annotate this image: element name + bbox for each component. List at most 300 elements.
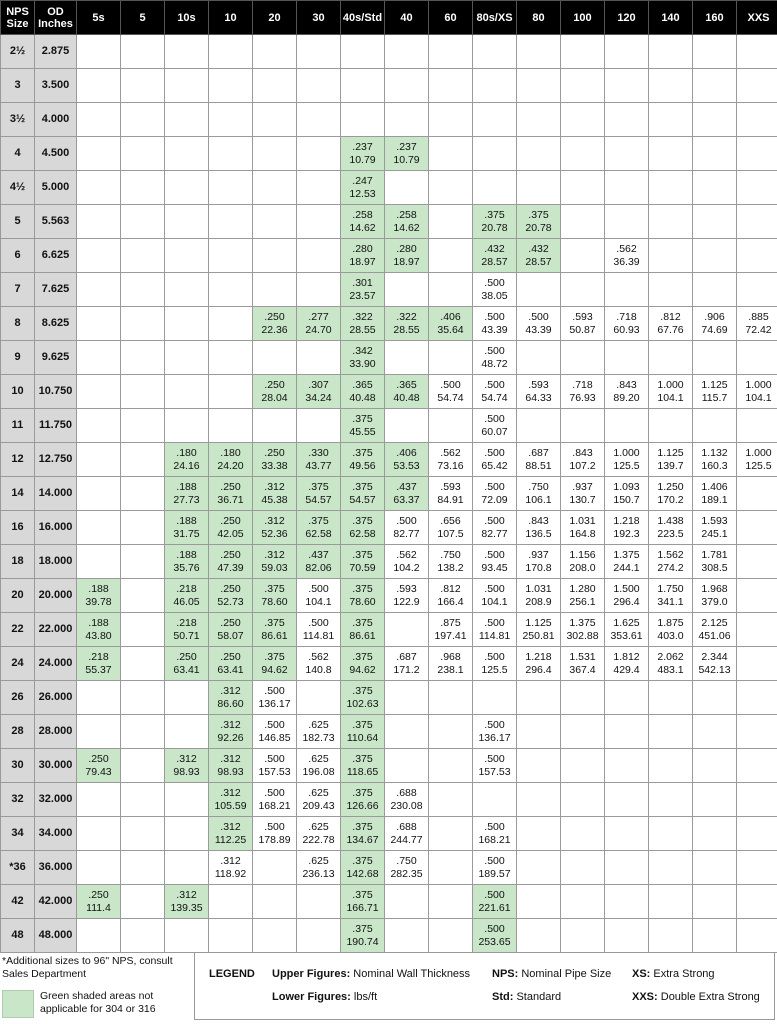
schedule-cell (473, 137, 517, 171)
weight-lbs-ft: 160.3 (701, 459, 728, 472)
weight-lbs-ft: 197.41 (434, 629, 467, 642)
schedule-cell (297, 647, 341, 681)
wall-thickness: .312 (264, 548, 285, 561)
weight-lbs-ft: 10.79 (349, 153, 376, 166)
schedule-cell (165, 443, 209, 477)
schedule-cell (77, 137, 121, 171)
schedule-cell (429, 239, 473, 273)
wall-thickness: .250 (88, 752, 109, 765)
weight-lbs-ft: 209.43 (302, 799, 335, 812)
weight-lbs-ft: 139.35 (170, 901, 203, 914)
schedule-cell (693, 579, 737, 613)
schedule-cell (121, 749, 165, 783)
schedule-cell (517, 579, 561, 613)
schedule-cell (297, 409, 341, 443)
schedule-cell (737, 749, 777, 783)
footnote: *Additional sizes to 96" NPS, consult Sales Department (2, 955, 173, 980)
schedule-cell (649, 647, 693, 681)
weight-lbs-ft: 62.58 (349, 527, 376, 540)
schedule-cell (605, 103, 649, 137)
wall-thickness: .188 (88, 616, 109, 629)
weight-lbs-ft: 31.75 (173, 527, 200, 540)
schedule-cell (473, 919, 517, 953)
weight-lbs-ft: 54.74 (481, 391, 508, 404)
schedule-cell (605, 273, 649, 307)
legend-lower: Lower Figures: lbs/ft (272, 991, 378, 1003)
schedule-cell (737, 443, 777, 477)
wall-thickness: .656 (440, 514, 461, 527)
schedule-cell (209, 409, 253, 443)
wall-thickness: .375 (352, 854, 373, 867)
table-row (1, 851, 777, 885)
weight-lbs-ft: 35.64 (437, 323, 464, 336)
nps-size-cell: 14 (1, 477, 35, 511)
wall-thickness: .312 (220, 718, 241, 731)
schedule-cell (693, 783, 737, 817)
schedule-cell (253, 443, 297, 477)
weight-lbs-ft: 253.65 (478, 935, 511, 948)
schedule-cell (561, 307, 605, 341)
schedule-cell (385, 783, 429, 817)
schedule-cell (561, 409, 605, 443)
schedule-cell (517, 409, 561, 443)
column-header: 30 (297, 1, 341, 35)
schedule-cell (121, 171, 165, 205)
wall-thickness: .258 (396, 208, 417, 221)
weight-lbs-ft: 189.57 (478, 867, 511, 880)
schedule-cell (649, 103, 693, 137)
weight-lbs-ft: 47.39 (217, 561, 244, 574)
schedule-cell (649, 885, 693, 919)
schedule-cell (473, 579, 517, 613)
schedule-cell (649, 851, 693, 885)
schedule-cell (209, 137, 253, 171)
weight-lbs-ft: 146.85 (258, 731, 291, 744)
schedule-cell (473, 885, 517, 919)
schedule-cell (737, 851, 777, 885)
wall-thickness: .885 (748, 310, 769, 323)
schedule-cell (297, 885, 341, 919)
schedule-cell (297, 307, 341, 341)
schedule-cell (473, 273, 517, 307)
legend-std: Std: Standard (492, 991, 562, 1003)
schedule-cell (341, 409, 385, 443)
weight-lbs-ft: 221.61 (478, 901, 511, 914)
wall-thickness: 1.500 (613, 582, 640, 595)
weight-lbs-ft: 67.76 (657, 323, 684, 336)
schedule-cell (77, 613, 121, 647)
od-cell: 14.000 (35, 477, 77, 511)
weight-lbs-ft: 189.1 (701, 493, 728, 506)
weight-lbs-ft: 33.90 (349, 357, 376, 370)
weight-lbs-ft: 126.66 (346, 799, 379, 812)
weight-lbs-ft: 296.4 (525, 663, 552, 676)
schedule-cell (77, 851, 121, 885)
weight-lbs-ft: 208.0 (569, 561, 596, 574)
schedule-cell (209, 851, 253, 885)
schedule-cell (649, 579, 693, 613)
weight-lbs-ft: 136.5 (525, 527, 552, 540)
column-header: 20 (253, 1, 297, 35)
schedule-cell (517, 647, 561, 681)
wall-thickness: .365 (396, 378, 417, 391)
wall-thickness: 1.031 (525, 582, 552, 595)
schedule-cell (517, 545, 561, 579)
schedule-cell (253, 851, 297, 885)
schedule-cell (561, 885, 605, 919)
schedule-cell (77, 477, 121, 511)
schedule-cell (605, 783, 649, 817)
schedule-cell (253, 69, 297, 103)
wall-thickness: 1.406 (701, 480, 728, 493)
wall-thickness: 1.562 (657, 548, 684, 561)
wall-thickness: .237 (396, 140, 417, 153)
schedule-cell (473, 409, 517, 443)
nps-size-cell: *36 (1, 851, 35, 885)
schedule-cell (253, 273, 297, 307)
wall-thickness: .437 (396, 480, 417, 493)
column-header: 10s (165, 1, 209, 35)
wall-thickness: .375 (308, 514, 329, 527)
weight-lbs-ft: 170.8 (525, 561, 552, 574)
weight-lbs-ft: 115.7 (701, 391, 728, 404)
schedule-cell (385, 239, 429, 273)
schedule-cell (341, 681, 385, 715)
schedule-cell (517, 171, 561, 205)
wall-thickness: .375 (264, 616, 285, 629)
schedule-cell (473, 681, 517, 715)
schedule-cell (165, 409, 209, 443)
wall-thickness: 1.218 (613, 514, 640, 527)
wall-thickness: .375 (352, 480, 373, 493)
schedule-cell (429, 477, 473, 511)
wall-thickness: .375 (264, 582, 285, 595)
schedule-cell (649, 783, 693, 817)
weight-lbs-ft: 150.7 (613, 493, 640, 506)
schedule-cell (517, 749, 561, 783)
schedule-cell (209, 749, 253, 783)
schedule-cell (473, 817, 517, 851)
weight-lbs-ft: 55.37 (85, 663, 112, 676)
schedule-cell (693, 545, 737, 579)
schedule-cell (165, 239, 209, 273)
schedule-cell (693, 817, 737, 851)
schedule-cell (121, 409, 165, 443)
schedule-cell (517, 885, 561, 919)
schedule-cell (165, 749, 209, 783)
schedule-cell (385, 273, 429, 307)
table-row (1, 511, 777, 545)
schedule-cell (473, 171, 517, 205)
schedule-cell (209, 477, 253, 511)
schedule-cell (297, 817, 341, 851)
schedule-cell (737, 511, 777, 545)
schedule-cell (253, 477, 297, 511)
weight-lbs-ft: 282.35 (390, 867, 423, 880)
nps-size-cell: 9 (1, 341, 35, 375)
table-row (1, 341, 777, 375)
schedule-cell (429, 851, 473, 885)
wall-thickness: 1.093 (613, 480, 640, 493)
schedule-cell (429, 749, 473, 783)
schedule-cell (693, 137, 737, 171)
weight-lbs-ft: 43.77 (305, 459, 332, 472)
schedule-cell (429, 545, 473, 579)
wall-thickness: .500 (308, 616, 329, 629)
wall-thickness: .312 (220, 786, 241, 799)
wall-thickness: .280 (396, 242, 417, 255)
schedule-cell (385, 341, 429, 375)
schedule-cell (605, 409, 649, 443)
weight-lbs-ft: 72.42 (745, 323, 772, 336)
schedule-cell (297, 341, 341, 375)
table-row (1, 69, 777, 103)
weight-lbs-ft: 196.08 (302, 765, 335, 778)
weight-lbs-ft: 222.78 (302, 833, 335, 846)
weight-lbs-ft: 157.53 (258, 765, 291, 778)
nps-size-cell: 12 (1, 443, 35, 477)
schedule-cell (77, 35, 121, 69)
wall-thickness: .688 (396, 820, 417, 833)
schedule-cell (121, 817, 165, 851)
wall-thickness: 1.531 (569, 650, 596, 663)
wall-thickness: .250 (176, 650, 197, 663)
weight-lbs-ft: 104.1 (745, 391, 772, 404)
wall-thickness: .843 (572, 446, 593, 459)
nps-size-cell: 7 (1, 273, 35, 307)
wall-thickness: .375 (352, 548, 373, 561)
schedule-cell (77, 511, 121, 545)
weight-lbs-ft: 45.38 (261, 493, 288, 506)
nps-size-cell: 11 (1, 409, 35, 443)
wall-thickness: .750 (528, 480, 549, 493)
weight-lbs-ft: 138.2 (437, 561, 464, 574)
schedule-cell (649, 749, 693, 783)
schedule-cell (561, 783, 605, 817)
schedule-cell (429, 409, 473, 443)
weight-lbs-ft: 125.5 (481, 663, 508, 676)
table-row (1, 409, 777, 443)
schedule-cell (297, 511, 341, 545)
schedule-cell (737, 579, 777, 613)
schedule-cell (649, 409, 693, 443)
schedule-cell (649, 239, 693, 273)
schedule-cell (121, 647, 165, 681)
weight-lbs-ft: 182.73 (302, 731, 335, 744)
schedule-cell (253, 341, 297, 375)
schedule-cell (77, 885, 121, 919)
schedule-cell (693, 749, 737, 783)
wall-thickness: .843 (616, 378, 637, 391)
wall-thickness: .718 (572, 378, 593, 391)
schedule-cell (121, 443, 165, 477)
schedule-cell (561, 443, 605, 477)
weight-lbs-ft: 48.72 (481, 357, 508, 370)
nps-size-cell: 20 (1, 579, 35, 613)
schedule-cell (297, 613, 341, 647)
weight-lbs-ft: 45.55 (349, 425, 376, 438)
weight-lbs-ft: 157.53 (478, 765, 511, 778)
table-row (1, 885, 777, 919)
wall-thickness: .312 (176, 752, 197, 765)
weight-lbs-ft: 104.2 (393, 561, 420, 574)
schedule-cell (209, 239, 253, 273)
schedule-cell (561, 919, 605, 953)
schedule-cell (429, 273, 473, 307)
schedule-cell (341, 307, 385, 341)
weight-lbs-ft: 22.36 (261, 323, 288, 336)
schedule-cell (341, 545, 385, 579)
schedule-cell (429, 35, 473, 69)
nps-size-cell: 42 (1, 885, 35, 919)
wall-thickness: .500 (484, 446, 505, 459)
wall-thickness: .250 (220, 650, 241, 663)
schedule-cell (693, 647, 737, 681)
schedule-cell (341, 137, 385, 171)
weight-lbs-ft: 483.1 (657, 663, 684, 676)
weight-lbs-ft: 54.57 (305, 493, 332, 506)
schedule-cell (429, 579, 473, 613)
schedule-cell (473, 477, 517, 511)
weight-lbs-ft: 89.20 (613, 391, 640, 404)
nps-size-cell: 16 (1, 511, 35, 545)
schedule-cell (121, 579, 165, 613)
nps-size-cell: 8 (1, 307, 35, 341)
schedule-cell (561, 103, 605, 137)
weight-lbs-ft: 40.48 (393, 391, 420, 404)
schedule-cell (209, 885, 253, 919)
column-header: 5 (121, 1, 165, 35)
column-header: 160 (693, 1, 737, 35)
schedule-cell (649, 545, 693, 579)
schedule-cell (297, 205, 341, 239)
weight-lbs-ft: 104.1 (305, 595, 332, 608)
weight-lbs-ft: 24.70 (305, 323, 332, 336)
wall-thickness: .500 (264, 752, 285, 765)
table-row (1, 307, 777, 341)
wall-thickness: .500 (484, 378, 505, 391)
schedule-cell (297, 273, 341, 307)
weight-lbs-ft: 78.60 (349, 595, 376, 608)
wall-thickness: .307 (308, 378, 329, 391)
schedule-cell (385, 919, 429, 953)
nps-size-cell: 3½ (1, 103, 35, 137)
nps-size-cell: 30 (1, 749, 35, 783)
schedule-cell (693, 69, 737, 103)
wall-thickness: .312 (220, 752, 241, 765)
od-cell: 34.000 (35, 817, 77, 851)
schedule-cell (605, 681, 649, 715)
schedule-cell (297, 171, 341, 205)
schedule-cell (649, 681, 693, 715)
schedule-cell (253, 715, 297, 749)
weight-lbs-ft: 112.25 (214, 833, 247, 846)
schedule-cell (77, 579, 121, 613)
od-cell: 26.000 (35, 681, 77, 715)
schedule-cell (429, 443, 473, 477)
wall-thickness: .432 (528, 242, 549, 255)
weight-lbs-ft: 166.71 (346, 901, 379, 914)
schedule-cell (77, 647, 121, 681)
wall-thickness: 1.438 (657, 514, 684, 527)
weight-lbs-ft: 98.93 (217, 765, 244, 778)
shaded-swatch (2, 990, 34, 1018)
weight-lbs-ft: 139.7 (657, 459, 684, 472)
od-cell: 16.000 (35, 511, 77, 545)
schedule-cell (297, 103, 341, 137)
wall-thickness: .237 (352, 140, 373, 153)
weight-lbs-ft: 114.81 (302, 629, 335, 642)
weight-lbs-ft: 43.80 (85, 629, 112, 642)
schedule-cell (561, 137, 605, 171)
schedule-cell (165, 137, 209, 171)
table-row (1, 613, 777, 647)
weight-lbs-ft: 308.5 (701, 561, 728, 574)
schedule-cell (605, 919, 649, 953)
schedule-cell (693, 919, 737, 953)
weight-lbs-ft: 93.45 (481, 561, 508, 574)
weight-lbs-ft: 171.2 (393, 663, 420, 676)
schedule-cell (561, 239, 605, 273)
od-cell: 3.500 (35, 69, 77, 103)
schedule-cell (429, 137, 473, 171)
weight-lbs-ft: 82.06 (305, 561, 332, 574)
wall-thickness: .375 (484, 208, 505, 221)
wall-thickness: .365 (352, 378, 373, 391)
schedule-cell (649, 137, 693, 171)
table-row (1, 205, 777, 239)
weight-lbs-ft: 223.5 (657, 527, 684, 540)
schedule-cell (385, 681, 429, 715)
weight-lbs-ft: 250.81 (522, 629, 555, 642)
wall-thickness: 1.000 (613, 446, 640, 459)
wall-thickness: 1.000 (745, 446, 772, 459)
schedule-cell (429, 307, 473, 341)
schedule-cell (649, 307, 693, 341)
schedule-cell (693, 511, 737, 545)
weight-lbs-ft: 63.37 (393, 493, 420, 506)
od-cell: 32.000 (35, 783, 77, 817)
schedule-cell (253, 205, 297, 239)
schedule-cell (341, 885, 385, 919)
schedule-cell (517, 851, 561, 885)
schedule-cell (253, 579, 297, 613)
wall-thickness: .301 (352, 276, 373, 289)
od-cell: 8.625 (35, 307, 77, 341)
schedule-cell (77, 239, 121, 273)
schedule-cell (737, 137, 777, 171)
schedule-cell (649, 341, 693, 375)
schedule-cell (77, 409, 121, 443)
schedule-cell (253, 545, 297, 579)
schedule-cell (77, 273, 121, 307)
schedule-cell (473, 103, 517, 137)
weight-lbs-ft: 105.59 (214, 799, 247, 812)
schedule-cell (341, 579, 385, 613)
schedule-cell (473, 205, 517, 239)
schedule-cell (605, 137, 649, 171)
wall-thickness: .625 (308, 786, 329, 799)
wall-thickness: 1.031 (569, 514, 596, 527)
wall-thickness: .625 (308, 820, 329, 833)
schedule-cell (385, 579, 429, 613)
schedule-cell (737, 715, 777, 749)
schedule-cell (297, 239, 341, 273)
schedule-cell (429, 817, 473, 851)
schedule-cell (693, 715, 737, 749)
table-row (1, 137, 777, 171)
schedule-cell (561, 749, 605, 783)
